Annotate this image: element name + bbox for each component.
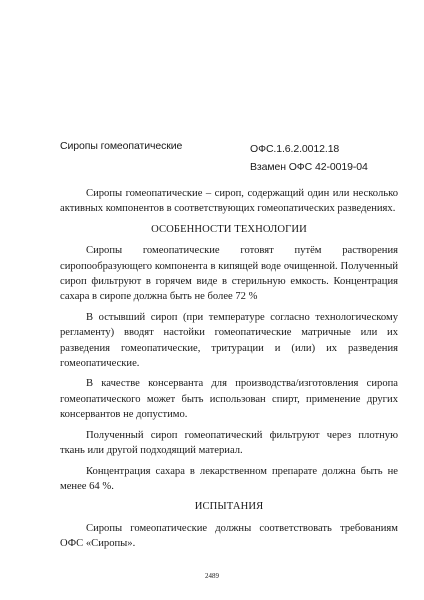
page-number: 2489 <box>205 572 219 580</box>
document-codes <box>250 140 368 176</box>
paragraph: В качестве консерванта для производства/изготовления сиропа гомеопатического может быть использован спирт, применение других консервантов не допустимо. <box>60 378 398 421</box>
document-title: Сиропы гомеопатические <box>60 140 183 152</box>
paragraph: В остывший сироп (при температуре согласно технологическому регламенту) вводят настойки гомеопатические матричные или их разведения гомеопатические, тритурации и (или) их разведения гомеопатические. <box>60 311 398 370</box>
document-body <box>60 186 398 557</box>
paragraph: Сиропы гомеопатические должны соответствовать требованиям ОФС «Сиропы». <box>60 522 398 550</box>
paragraph: Концентрация сахара в лекарственном препарате должна быть не менее 64 %. <box>60 465 398 492</box>
intro-paragraph: Сиропы гомеопатические – сироп, содержащий один или несколько активных компонентов в соответствующих гомеопатических разведениях. <box>60 188 398 215</box>
section-heading-technology: ОСОБЕННОСТИ ТЕХНОЛОГИИ <box>151 223 307 235</box>
section-heading-tests: ИСПЫТАНИЯ <box>194 501 264 513</box>
replaces-code: Взамен ОФС 42-0019-04 <box>250 161 368 173</box>
document-code: ОФС.1.6.2.0012.18 <box>250 143 340 155</box>
paragraph: Сиропы гомеопатические готовят путём растворения сиропообразующего компонента в кипящей воде очищенной. Полученный сироп фильтруют в горячем виде в стерильную емкость. Концентрация сахара в сиропе должна быть не более 72 % <box>60 245 398 303</box>
paragraph: Полученный сироп гомеопатический фильтруют через плотную ткань или другой подходящий материал. <box>60 429 398 457</box>
